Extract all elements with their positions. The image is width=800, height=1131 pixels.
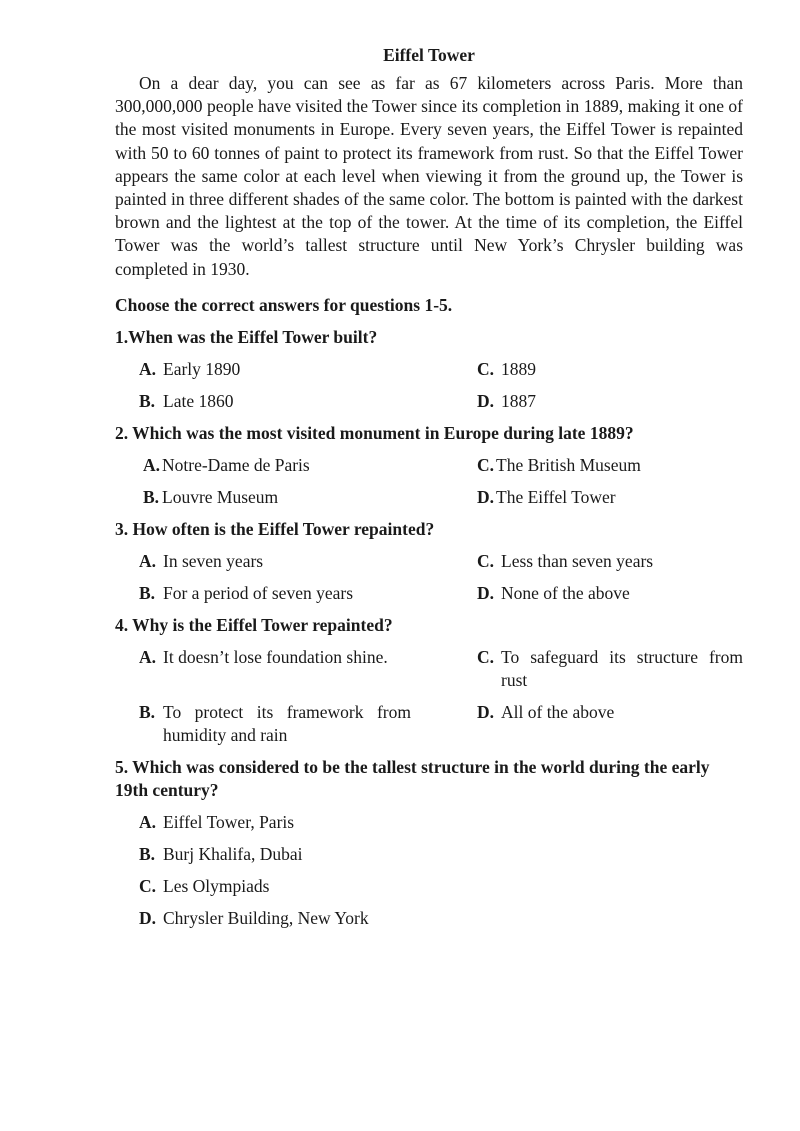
reading-passage: On a dear day, you can see as far as 67 kilometers across Paris. More than 300,000,000 people have visited the Tower since its completion in 1889, making it one of the most visited monuments in Europe. Every seven years, the Eiffel Tower is repainted with 50 to 60 tonnes of paint to protect its framework from rust. So that the Eiffel Tower appears the same color at each level when viewing it from the ground up, the Tower is painted in three different shades of the same color. The bottom is painted with the darkest brown and the lightest at the top of the tower. At the time of its completion, the Eiffel Tower was the world’s tallest structure until New York’s Chrysler building was completed in 1930. [115,73,743,279]
options-grid [115,454,743,509]
option-letter: C. [477,646,495,667]
option-a [139,646,477,692]
option-b [139,701,477,747]
option-text: 1887 [501,390,536,411]
option-text: Burj Khalifa, Dubai [163,843,303,864]
option-text: The British Museum [496,454,641,475]
options-grid [115,550,743,605]
option-c [477,454,743,477]
option-text: Notre-Dame de Paris [162,454,310,475]
option-d [477,582,743,605]
option-b [139,843,743,866]
question-1 [115,326,743,413]
question-text: 5. Which was considered to be the tallest structure in the world during the early 19th century? [115,756,710,800]
question-text: 2. Which was the most visited monument in Europe during late 1889? [115,422,634,443]
option-b [139,486,477,509]
option-c [139,875,743,898]
option-text: To protect its framework from humidity and rain [163,701,411,745]
worksheet-page [115,42,743,930]
option-text: To safeguard its structure from rust [501,646,743,690]
option-letter: A. [139,358,157,379]
question-2 [115,422,743,509]
option-b [139,390,477,413]
option-letter: A. [139,811,157,832]
option-d [477,701,743,747]
option-letter: B. [139,390,156,411]
option-letter: B. [139,843,156,864]
option-letter: B. [139,582,156,603]
instruction-text: Choose the correct answers for questions 1-5. [115,294,453,315]
question-text: 3. How often is the Eiffel Tower repainted? [115,518,435,539]
option-d [139,907,743,930]
question-text: 4. Why is the Eiffel Tower repainted? [115,614,393,635]
option-letter: C. [477,550,495,571]
option-letter: D. [477,701,495,722]
option-text: All of the above [501,701,615,722]
options-grid [115,646,743,747]
option-letter: D. [477,390,495,411]
option-text: Les Olympiads [163,875,270,896]
option-c [477,550,743,573]
option-letter: B. [143,486,160,507]
option-letter: C. [139,875,157,896]
option-d [477,390,743,413]
option-text: In seven years [163,550,264,571]
option-a [139,550,477,573]
option-d [477,486,743,509]
option-text: It doesn’t lose foundation shine. [163,646,388,667]
question-3 [115,518,743,605]
options-grid [115,358,743,413]
option-text: Less than seven years [501,550,654,571]
question-text: 1.When was the Eiffel Tower built? [115,326,378,347]
option-letter: D. [477,582,495,603]
question-4 [115,614,743,747]
option-letter: A. [139,646,157,667]
option-c [477,358,743,381]
option-a [139,811,743,834]
option-text: Late 1860 [163,390,234,411]
option-text: For a period of seven years [163,582,354,603]
option-text: Chrysler Building, New York [163,907,369,928]
option-text: Early 1890 [163,358,241,379]
option-text: Eiffel Tower, Paris [163,811,295,832]
question-5 [115,756,743,930]
option-letter: A. [143,454,161,475]
option-letter: D. [477,486,495,507]
options-list [115,811,743,930]
option-text: The Eiffel Tower [496,486,616,507]
option-letter: C. [477,358,495,379]
document-title: Eiffel Tower [383,45,475,65]
option-text: Louvre Museum [162,486,279,507]
option-a [139,454,477,477]
option-text: None of the above [501,582,630,603]
option-letter: C. [477,454,495,475]
option-c [477,646,743,692]
option-text: 1889 [501,358,536,379]
option-letter: D. [139,907,157,928]
option-letter: B. [139,701,156,722]
option-letter: A. [139,550,157,571]
option-a [139,358,477,381]
option-b [139,582,477,605]
